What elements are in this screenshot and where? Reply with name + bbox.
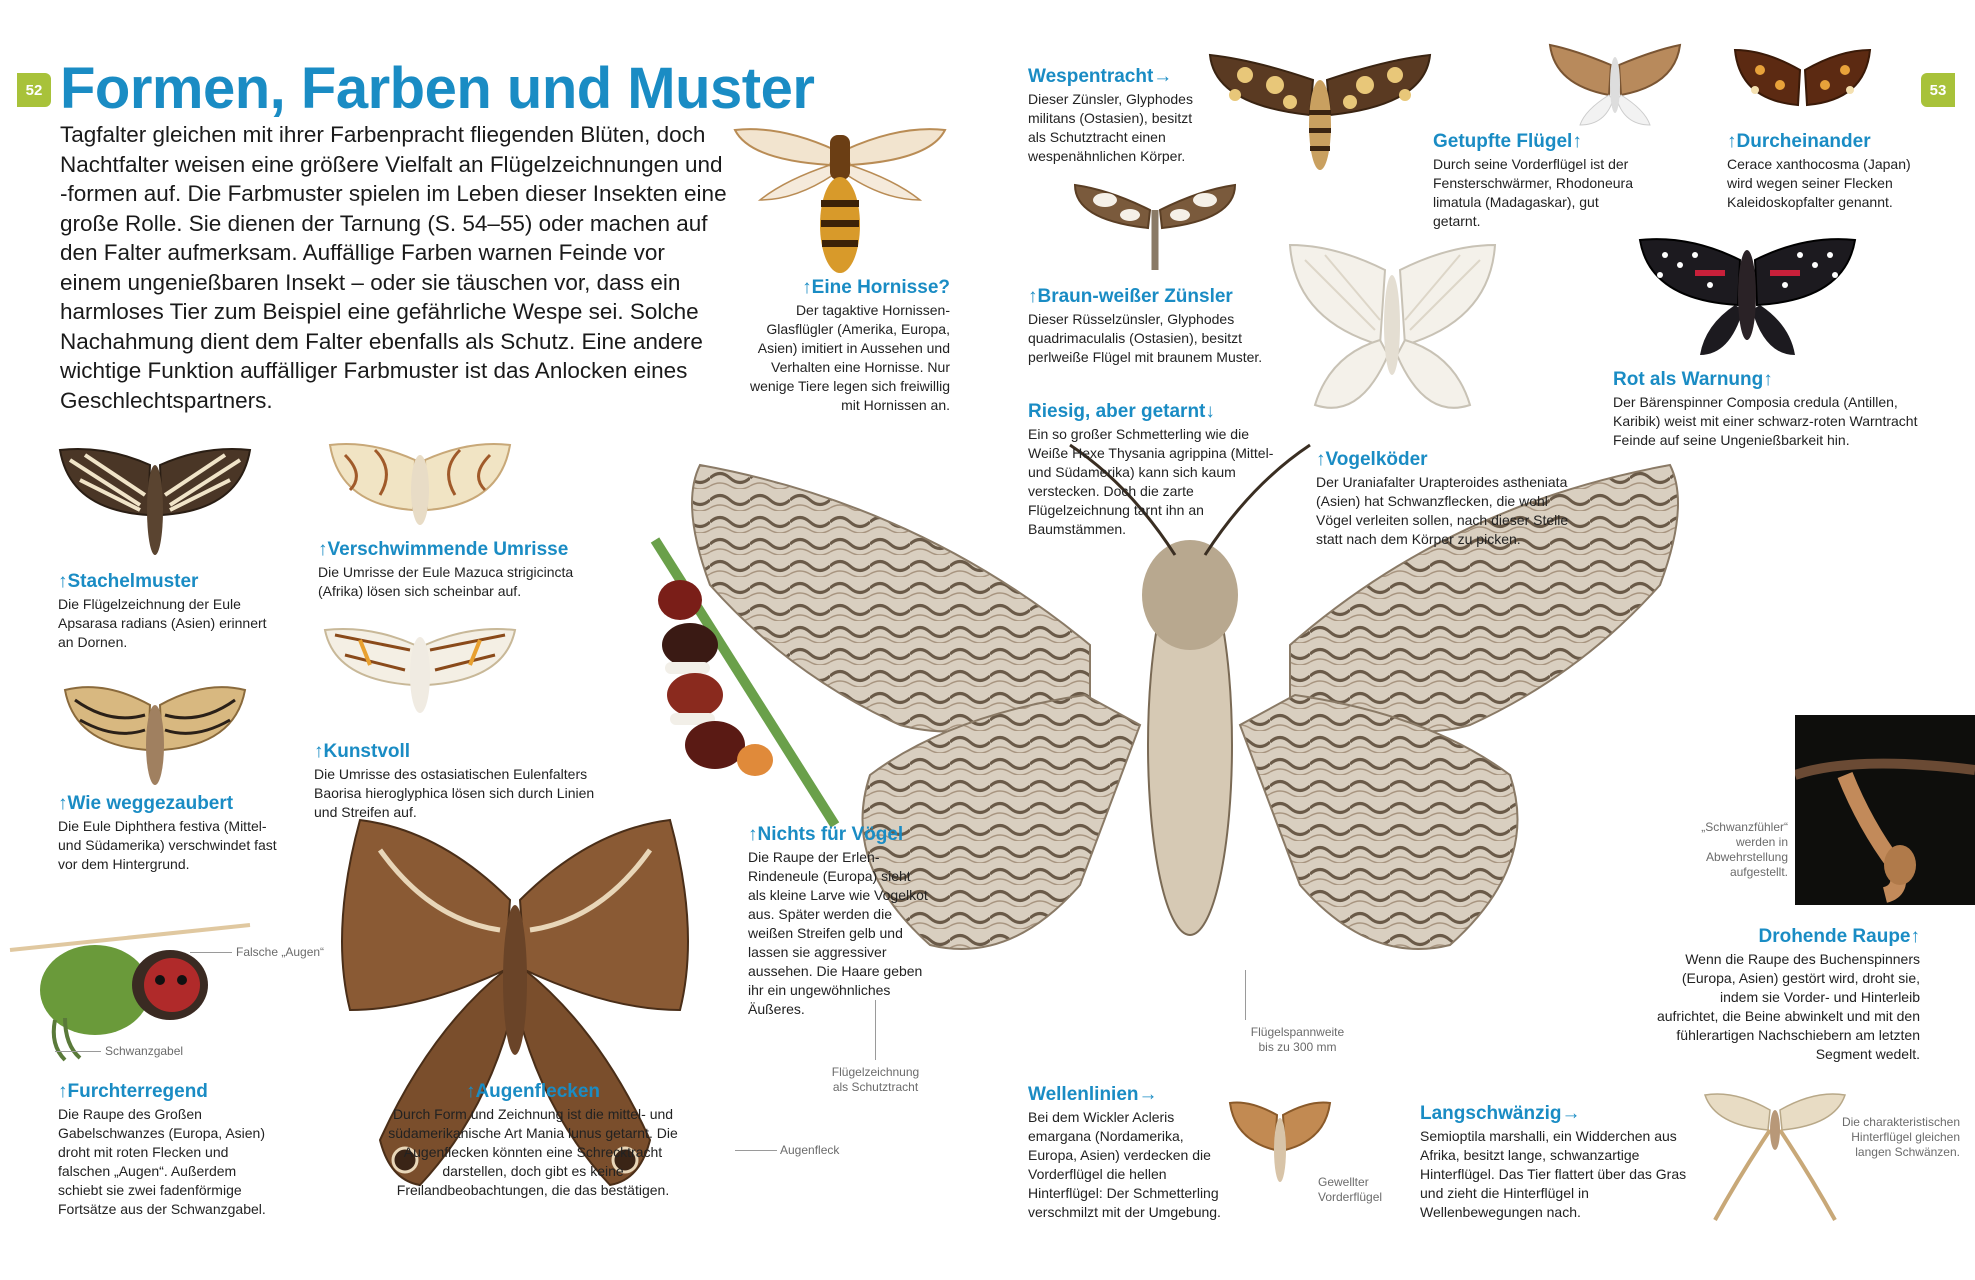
caption-durcheinander bbox=[1727, 130, 1927, 212]
caption-braunweiss-text: Dieser Rüsselzünsler, Glyphodes quadrimaculalis (Ostasien), besitzt perlweiße Flügel mit braunem Muster. bbox=[1028, 311, 1263, 365]
caption-furchterregend-heading: ↑Furchterregend bbox=[58, 1081, 208, 1102]
caption-warnung bbox=[1613, 368, 1923, 450]
caption-braunweiss-heading: ↑Braun-weißer Zünsler bbox=[1028, 286, 1233, 307]
caption-voegel-text: Die Raupe der Erlen-Rindeneule (Europa) sieht als kleine Larve wie Vogelkot aus. Später werden die weißen Streifen gelb und lassen sie aggressiver aussehen. Die Haare geben ihr ein ungewöhnliches Äußeres. bbox=[748, 849, 928, 1017]
baorisa-hieroglyphica-illustration bbox=[320, 620, 520, 720]
caption-verschwimmende bbox=[318, 538, 618, 601]
caption-hornisse-heading: ↑Eine Hornisse? bbox=[802, 277, 950, 298]
caption-durcheinander-text: Cerace xanthocosma (Japan) wird wegen seiner Flecken Kaleidoskopfalter genannt. bbox=[1727, 156, 1911, 210]
caption-riesig bbox=[1028, 400, 1283, 539]
caption-warnung-text: Der Bärenspinner Composia credula (Antillen, Karibik) weist mit einer schwarz-roten Warntracht Feinde auf seine Ungenießbarkeit hin. bbox=[1613, 394, 1918, 448]
caption-wellenlinien bbox=[1028, 1083, 1228, 1222]
caption-weggezaubert-text: Die Eule Diphthera festiva (Mittel- und Südamerika) verschwindet fast vor dem Hintergrund. bbox=[58, 818, 277, 872]
rhodoneura-illustration bbox=[1545, 40, 1685, 130]
schwanzgabel-label: Schwanzgabel bbox=[105, 1044, 184, 1058]
page-number-right: 53 bbox=[1921, 73, 1955, 107]
spannweite-label: Flügelspannweite bis zu 300 mm bbox=[1250, 1025, 1345, 1054]
caption-augenflecken-heading: ↑Augenflecken bbox=[465, 1081, 601, 1102]
composia-credula-illustration bbox=[1635, 225, 1860, 365]
caption-weggezaubert bbox=[58, 792, 288, 874]
apsarasa-radians-illustration bbox=[55, 435, 255, 560]
caption-verschwimmende-text: Die Umrisse der Eule Mazuca strigicincta (Afrika) lösen sich scheinbar auf. bbox=[318, 564, 574, 599]
caption-augenflecken-text: Durch Form und Zeichnung ist die mittel- und südamerikanische Art Mania lunus getarnt. Die Augenflecken könnten eine Schrecktracht darstellen, doch gibt es keine Freilandbeobachtungen, die das bestätigen. bbox=[388, 1106, 678, 1198]
acleris-emargana-illustration bbox=[1225, 1095, 1335, 1185]
mazuca-strigicincta-illustration bbox=[325, 435, 515, 535]
gewellter-label: Gewellter Vorderflügel bbox=[1318, 1175, 1383, 1204]
lobster-moth-caterpillar-photo bbox=[1795, 715, 1975, 905]
caption-riesig-text: Ein so großer Schmetterling wie die Weiße Hexe Thysania agrippina (Mittel- und Südamerika) kann sich kaum verstecken. Doch die zarte Flügelzeichnung tarnt ihn an Baumstämmen. bbox=[1028, 426, 1274, 537]
caption-wespentracht-heading: Wespentracht→ bbox=[1028, 66, 1173, 87]
augenfleck-label: Augenfleck bbox=[780, 1143, 840, 1157]
caption-augenflecken bbox=[378, 1080, 688, 1200]
caption-wellenlinien-heading: Wellenlinien→ bbox=[1028, 1084, 1158, 1105]
augenfleck-leader bbox=[735, 1150, 777, 1151]
caption-durcheinander-heading: ↑Durcheinander bbox=[1727, 131, 1871, 152]
caption-verschwimmende-heading: ↑Verschwimmende Umrisse bbox=[318, 539, 569, 560]
caption-wespentracht-text: Dieser Zünsler, Glyphodes militans (Ostasien), besitzt als Schutztracht einen wespenähnlichen Körper. bbox=[1028, 91, 1193, 164]
caption-kunstvoll-heading: ↑Kunstvoll bbox=[314, 741, 411, 762]
caption-getupfte-heading: Getupfte Flügel↑ bbox=[1433, 131, 1582, 152]
caption-vogelkoeder-text: Der Uraniafalter Urapteroides astheniata (Asien) hat Schwanzflecken, die wohl Vögel verleiten sollen, nach dieser Stelle statt nach dem Körper zu picken. bbox=[1316, 474, 1569, 547]
glyphodes-militans-illustration bbox=[1205, 40, 1435, 175]
glyphodes-quadrimaculalis-illustration bbox=[1070, 180, 1240, 275]
caption-kunstvoll bbox=[314, 740, 619, 822]
schwanzfuehler-label: „Schwanzfühler“ werden in Abwehrstellung aufgestellt. bbox=[1701, 820, 1788, 879]
caption-furchterregend-text: Die Raupe des Großen Gabelschwanzes (Europa, Asien) droht mit roten Flecken und falschen „Augen“. Außerdem schiebt sie zwei fadenförmige Fortsätze aus der Schwanzgabel. bbox=[58, 1106, 266, 1217]
falsche-augen-label: Falsche „Augen“ bbox=[236, 945, 325, 959]
intro-paragraph: Tagfalter gleichen mit ihrer Farbenpracht fliegenden Blüten, doch Nachtfalter weisen eine größere Vielfalt an Flügelzeichnungen und -formen auf. Die Farbmuster spielen im Leben dieser Insekten eine große Rolle. Sie dienen der Tarnung (S. 54–55) oder machen auf den Falter aufmerksam. Auffällige Farben warnen Feinde vor einem ungenießbaren Insekt – oder sie täuschen vor, dass ein harmloses Tier zum Beispiel eine gefährliche Wespe sei. Solche Nachahmung dient dem Falter ebenfalls als Schutz. Eine andere wichtige Funktion auffälliger Farbmuster ist das Anlocken eines Geschlechtspartners. bbox=[60, 122, 727, 413]
caption-braunweiss bbox=[1028, 285, 1278, 367]
caption-hornisse-text: Der tagaktive Hornissen-Glasflügler (Amerika, Europa, Asien) imitiert in Aussehen und Verhalten eine Hornisse. Nur wenige Tiere legen sich freiwillig mit Hornissen an. bbox=[750, 302, 950, 413]
hinterfluegel-label: Die charakteristischen Hinterflügel gleichen langen Schwänzen. bbox=[1841, 1115, 1960, 1159]
diphthera-festiva-illustration bbox=[60, 675, 250, 790]
urapteroides-illustration bbox=[1285, 230, 1500, 430]
caption-weggezaubert-heading: ↑Wie weggezaubert bbox=[58, 793, 234, 814]
caption-drohende-heading: Drohende Raupe↑ bbox=[1758, 926, 1920, 947]
caption-voegel-heading: ↑Nichts für Vögel bbox=[748, 824, 904, 845]
page-number-left: 52 bbox=[17, 73, 51, 107]
caption-langschwaenzig-text: Semioptila marshalli, ein Widderchen aus Afrika, besitzt lange, schwanzartige Hinterflügel. Das Tier flattert über das Gras und zieht die Hinterflügel in Wellenbewegungen nach. bbox=[1420, 1128, 1687, 1220]
cerace-xanthocosma-illustration bbox=[1730, 40, 1875, 125]
caption-hornisse bbox=[745, 276, 950, 415]
caption-wellenlinien-text: Bei dem Wickler Acleris emargana (Nordamerika, Europa, Asien) verdecken die Vorderflügel die hellen Hinterflügel: Der Schmetterling verschmilzt mit der Umgebung. bbox=[1028, 1109, 1221, 1220]
caption-drohende-text: Wenn die Raupe des Buchenspinners (Europa, Asien) gestört wird, droht sie, indem sie Vorder- und Hinterleib aufrichtet, die Beine abwinkelt und mit den fühlerartigen Nachschiebern am letzten Segment wedelt. bbox=[1656, 951, 1920, 1062]
caption-kunstvoll-text: Die Umrisse des ostasiatischen Eulenfalters Baorisa hieroglyphica lösen sich durch Linien und Streifen auf. bbox=[314, 766, 595, 820]
caption-vogelkoeder bbox=[1316, 448, 1581, 549]
caption-furchterregend bbox=[58, 1080, 283, 1219]
caption-warnung-heading: Rot als Warnung↑ bbox=[1613, 369, 1773, 390]
caption-langschwaenzig bbox=[1420, 1102, 1695, 1222]
caption-getupfte bbox=[1433, 130, 1638, 231]
caption-getupfte-text: Durch seine Vorderflügel ist der Fensterschwärmer, Rhodoneura limatula (Madagaskar), gut getarnt. bbox=[1433, 156, 1633, 229]
caption-stachelmuster-text: Die Flügelzeichnung der Eule Apsarasa radians (Asien) erinnert an Dornen. bbox=[58, 596, 267, 650]
caption-vogelkoeder-heading: ↑Vogelköder bbox=[1316, 449, 1428, 470]
puss-moth-caterpillar-illustration bbox=[10, 900, 250, 1060]
schwanzgabel-leader bbox=[55, 1051, 101, 1052]
caption-stachelmuster-heading: ↑Stachelmuster bbox=[58, 571, 199, 592]
caption-langschwaenzig-heading: Langschwänzig→ bbox=[1420, 1103, 1581, 1124]
caption-riesig-heading: Riesig, aber getarnt↓ bbox=[1028, 401, 1215, 422]
caption-voegel bbox=[748, 823, 928, 1019]
caption-stachelmuster bbox=[58, 570, 273, 652]
alder-moth-caterpillar-illustration bbox=[615, 530, 845, 830]
caption-drohende bbox=[1655, 925, 1920, 1064]
fluegelzeichnung-label: Flügelzeichnung als Schutztracht bbox=[831, 1065, 920, 1094]
falsche-augen-leader bbox=[190, 952, 232, 953]
page-title: Formen, Farben und Muster bbox=[60, 56, 815, 121]
hornet-clearwing-illustration bbox=[730, 105, 950, 275]
spannweite-leader bbox=[1245, 970, 1246, 1020]
caption-wespentracht bbox=[1028, 65, 1208, 166]
